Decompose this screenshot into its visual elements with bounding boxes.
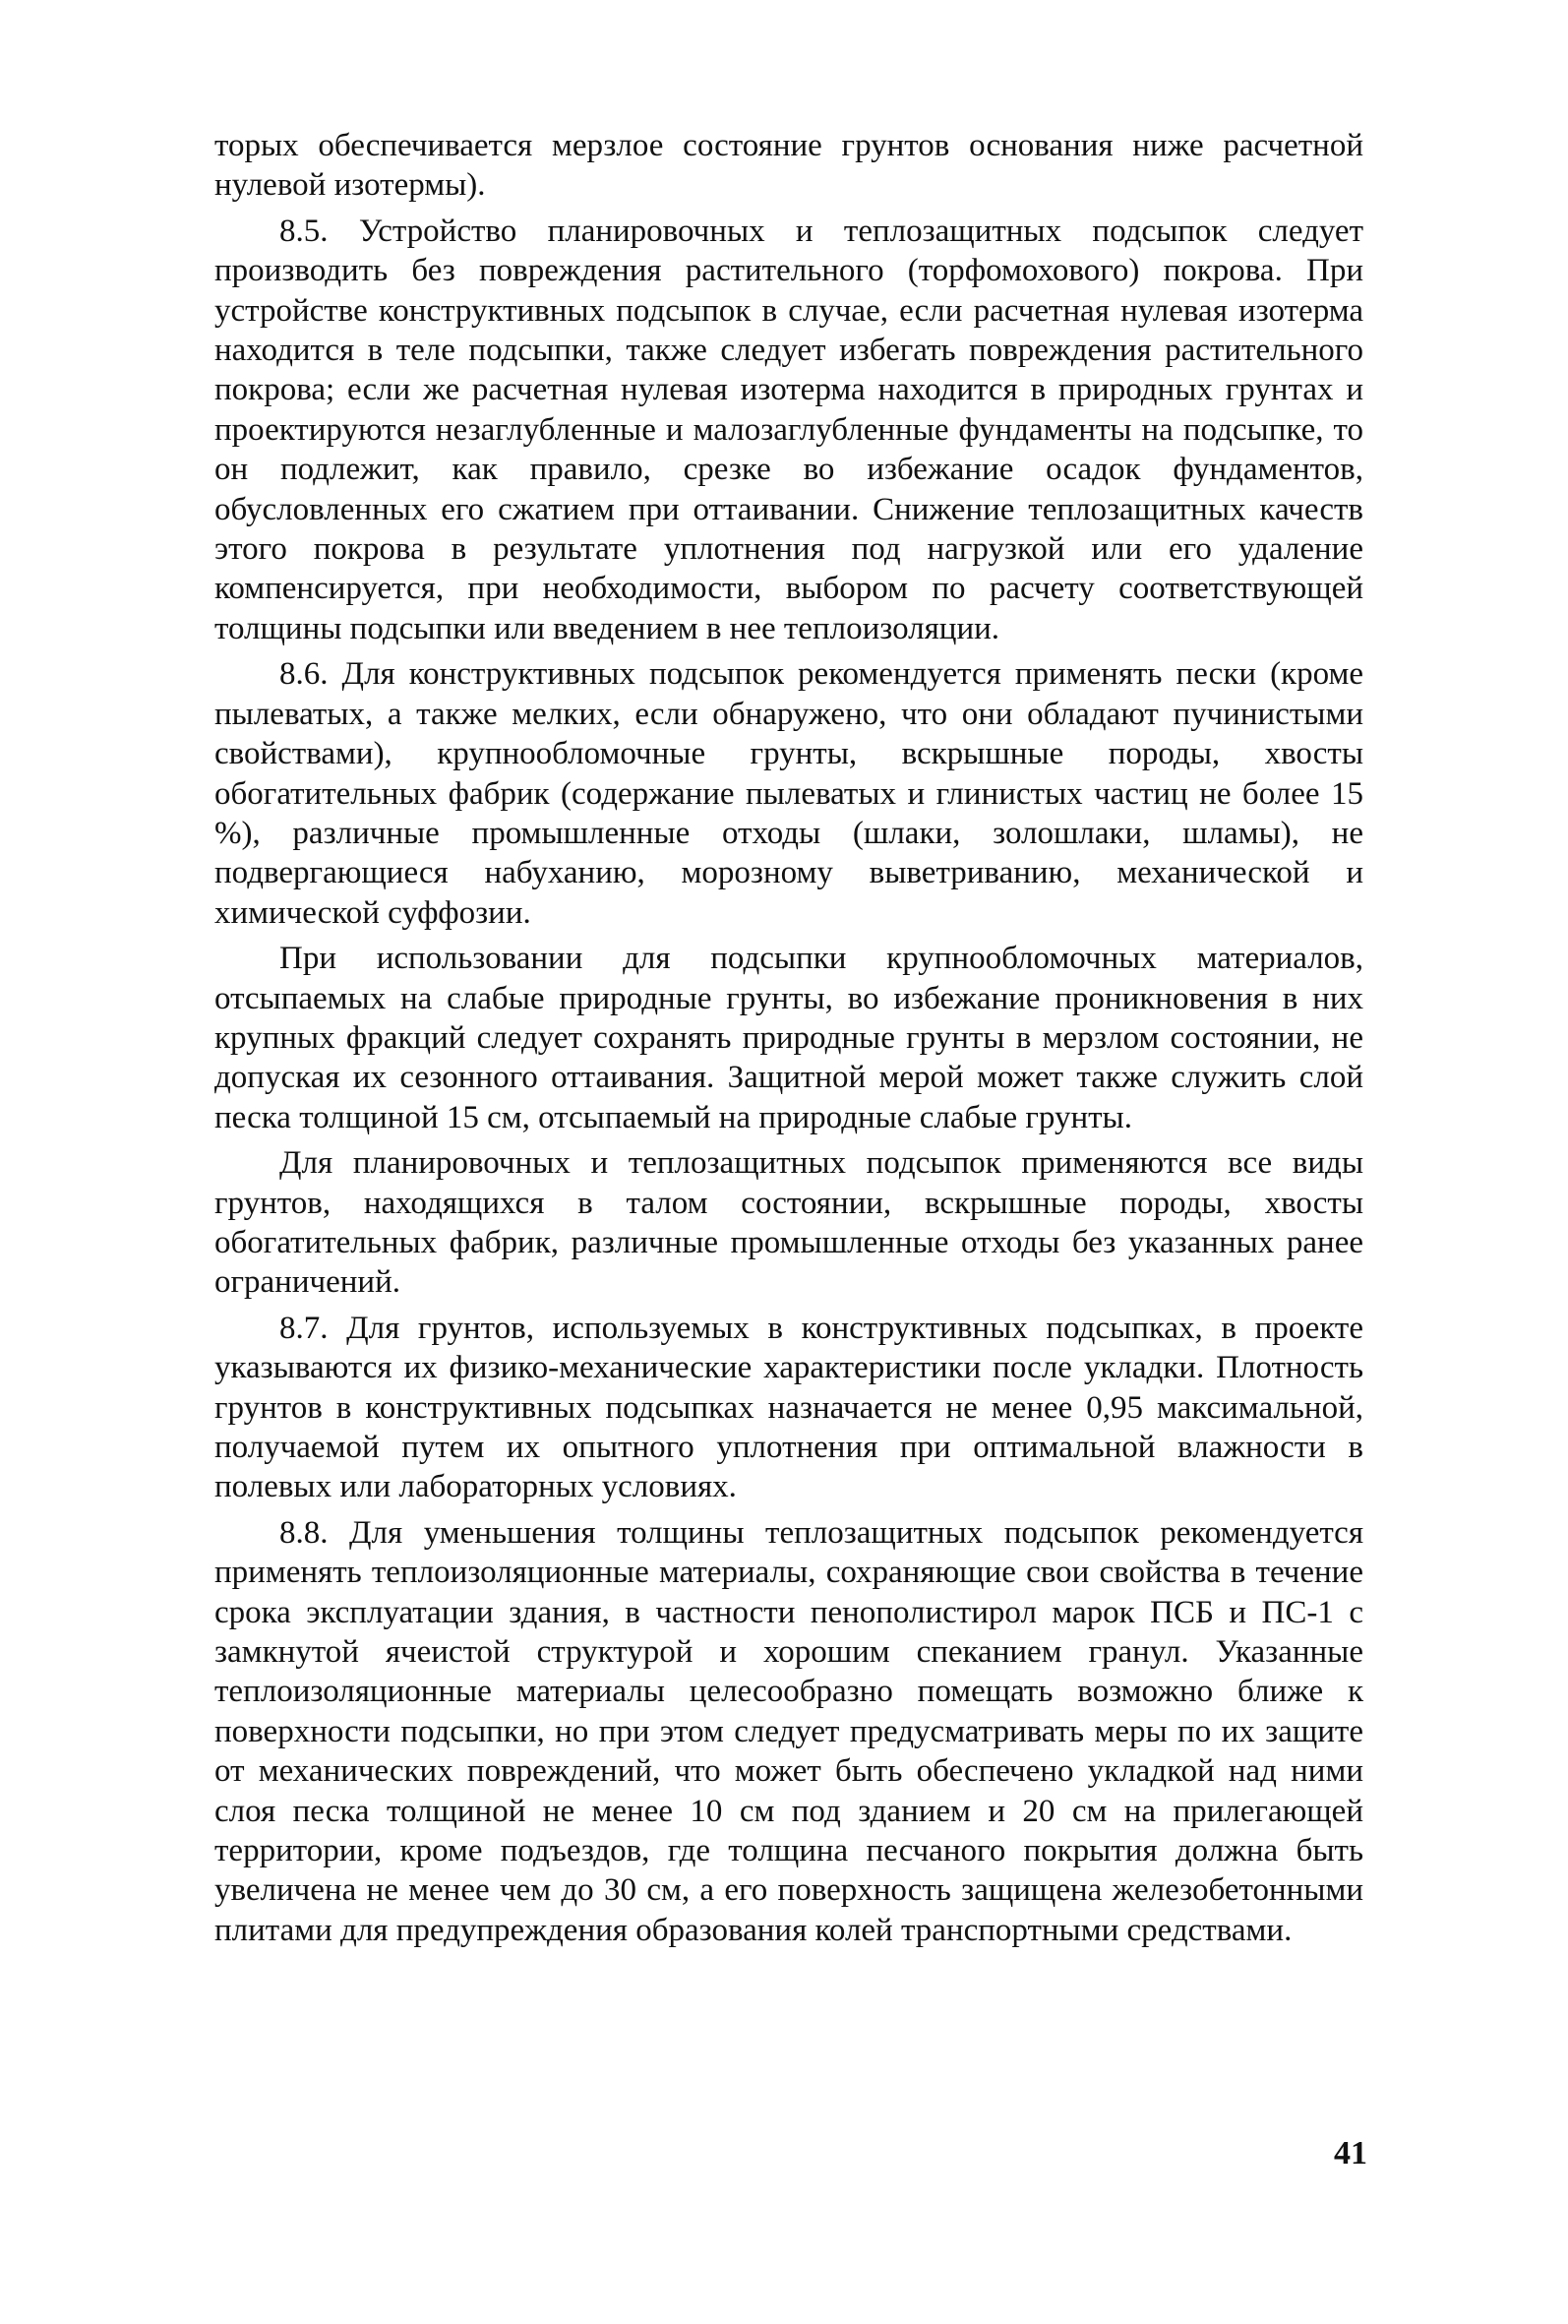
paragraph-8-6: 8.6. Для конструктивных подсыпок рекомендуется применять пески (кроме пылеватых, а также мелких, если обнаружено, что они обладают пучинистыми свойствами), крупнообломочные грунты, вскрышные породы, хвосты обогатительных фабрик (содержание пылеватых и глинистых частиц не более 15 %), различные промышленные отходы (шлаки, золошлаки, шламы), не подвергающиеся набуханию, морозному выветриванию, механической и химической суффозии. — [214, 656, 1363, 931]
paragraph-continuation: торых обеспечивается мерзлое состояние грунтов основания ниже расчетной нулевой изотермы). — [214, 128, 1363, 204]
paragraph-8-5: 8.5. Устройство планировочных и теплозащитных подсыпок следует производить без повреждения растительного (торфомохового) покрова. При устройстве конструктивных подсыпок в случае, если расчетная нулевая изотерма находится в теле подсыпки, также следует избегать повреждения растительного покрова; если же расчетная нулевая изотерма находится в природных грунтах и проектируются незаглубленные и малозаглубленные фундаменты на подсыпке, то он подлежит, как правило, срезке во избежание осадок фундаментов, обусловленных его сжатием при оттаивании. Снижение теплозащитных качеств этого покрова в результате уплотнения под нагрузкой или его удаление компенсируется, при необходимости, выбором по расчету соответствующей толщины подсыпки или введением в нее теплоизоляции. — [214, 213, 1363, 646]
paragraph-8-8: 8.8. Для уменьшения толщины теплозащитных подсыпок рекомендуется применять теплоизоляционные материалы, сохраняющие свои свойства в течение срока эксплуатации здания, в частности пенополистирол марок ПСБ и ПС-1 с замкнутой ячеистой структурой и хорошим спеканием гранул. Указанные теплоизоляционные материалы целесообразно помещать возможно ближе к поверхности подсыпки, но при этом следует предусматривать меры по их защите от механических повреждений, что может быть обеспечено укладкой над ними слоя песка толщиной не менее 10 см под зданием и 20 см на прилегающей территории, кроме подъездов, где толщина песчаного покрытия должна быть увеличена не менее чем до 30 см, а его поверхность защищена железобетонными плитами для предупреждения образования колей транспортными средствами. — [214, 1514, 1363, 1948]
paragraph-large-fractions: При использовании для подсыпки крупнообломочных материалов, отсыпаемых на слабые природные грунты, во избежание проникновения в них крупных фракций следует сохранять природные грунты в мерзлом состоянии, не допуская их сезонного оттаивания. Защитной мерой может также служить слой песка толщиной 15 см, отсыпаемый на природные слабые грунты. — [214, 941, 1363, 1135]
page-number: 41 — [1334, 2135, 1367, 2171]
paragraph-8-7: 8.7. Для грунтов, используемых в конструктивных подсыпках, в проекте указываются их физико-механические характеристики после укладки. Плотность грунтов в конструктивных подсыпках назначается не менее 0,95 максимальной, получаемой путем их опытного уплотнения при оптимальной влажности в полевых или лабораторных условиях. — [214, 1310, 1363, 1505]
body-text — [214, 126, 1363, 1950]
paragraph-planning-fills: Для планировочных и теплозащитных подсыпок применяются все виды грунтов, находящихся в талом состоянии, вскрышные породы, хвосты обогатительных фабрик, различные промышленные отходы без указанных ранее ограничений. — [214, 1145, 1363, 1301]
